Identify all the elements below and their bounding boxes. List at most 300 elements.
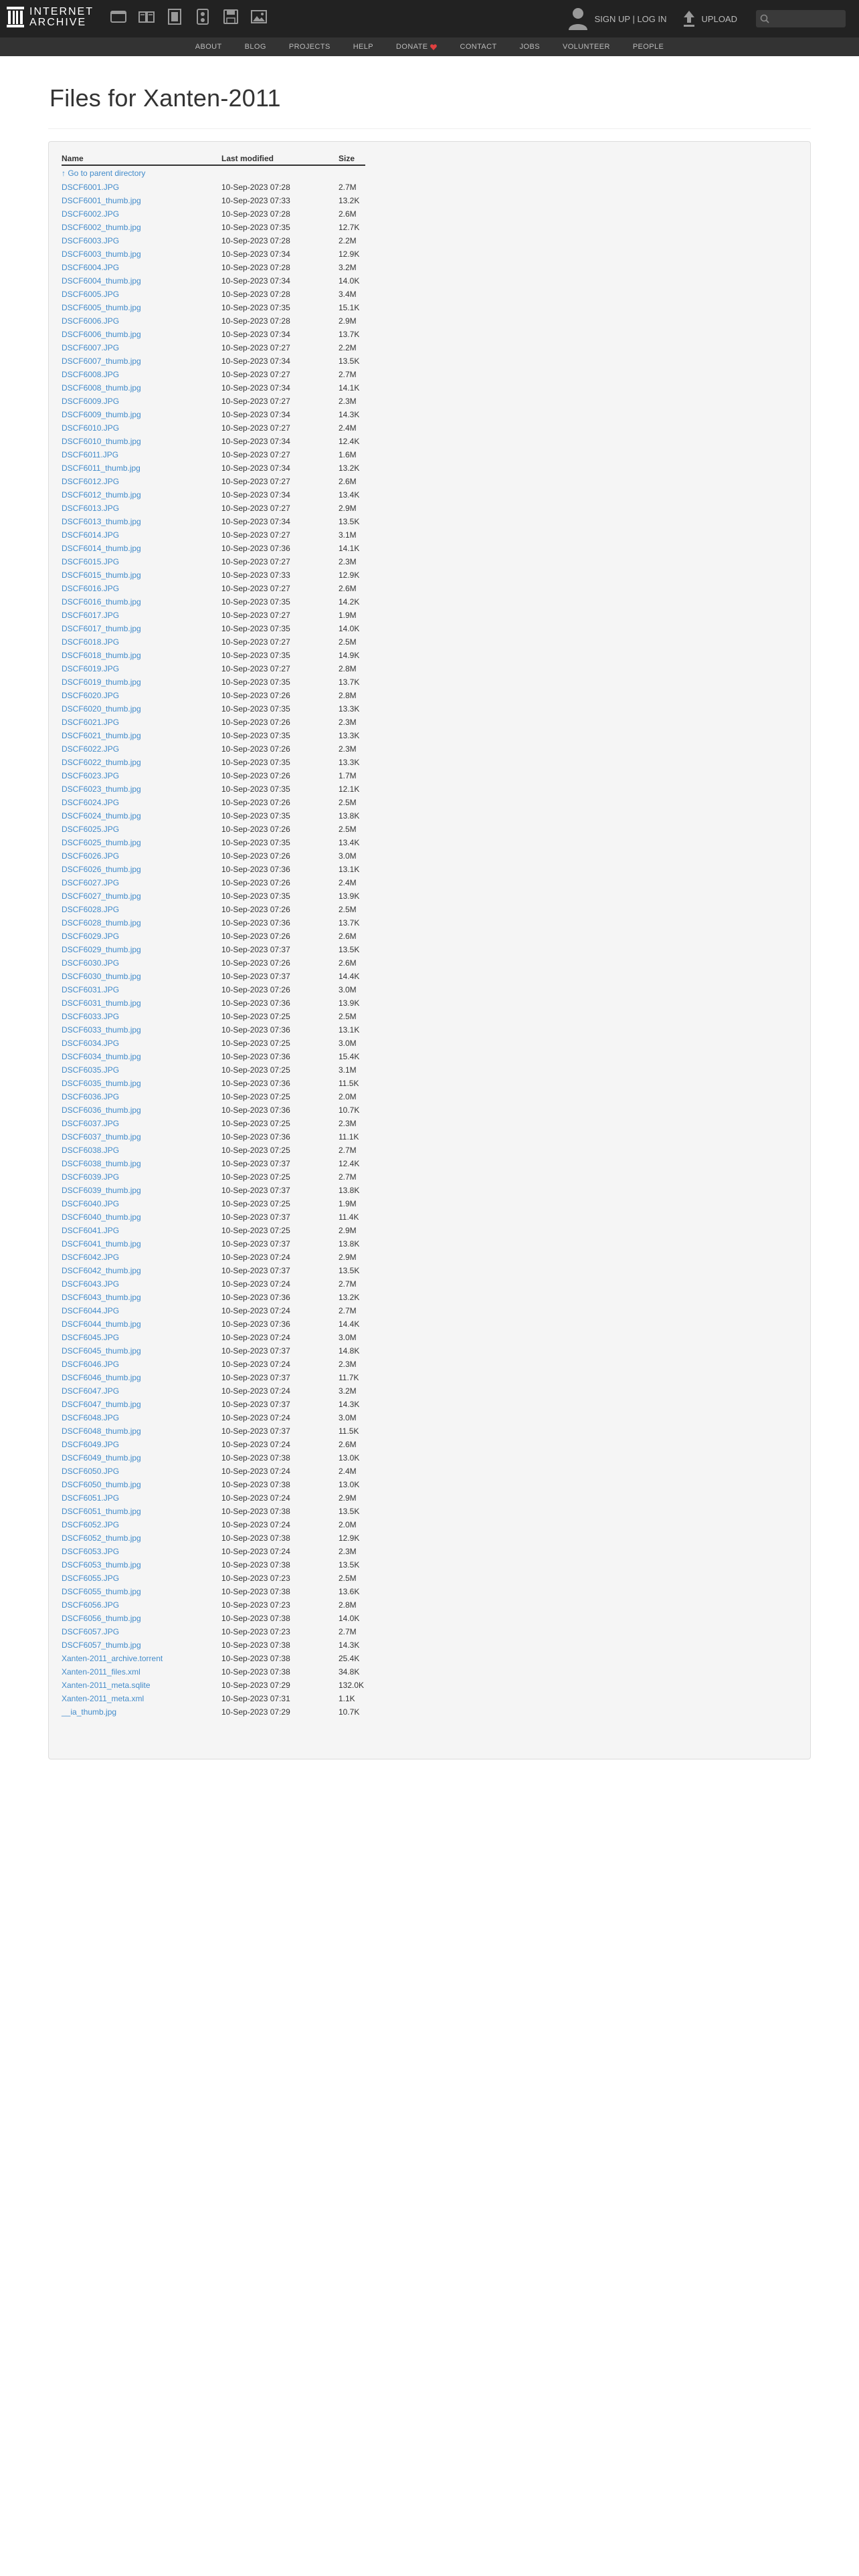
file-link[interactable]: DSCF6036.JPG <box>62 1092 120 1101</box>
file-link[interactable]: DSCF6031.JPG <box>62 985 120 994</box>
search-icon[interactable] <box>760 14 769 23</box>
file-link[interactable]: DSCF6034_thumb.jpg <box>62 1052 141 1061</box>
file-link[interactable]: DSCF6057.JPG <box>62 1627 120 1636</box>
file-size-cell: 13.5K <box>339 356 360 366</box>
file-size-cell: 13.5K <box>339 1560 360 1570</box>
file-modified-cell: 10-Sep-2023 07:27 <box>221 530 290 540</box>
file-link[interactable]: DSCF6035.JPG <box>62 1065 120 1075</box>
table-row <box>62 488 365 502</box>
file-table <box>62 152 365 1719</box>
file-link[interactable]: DSCF6019.JPG <box>62 664 120 673</box>
table-row <box>62 568 365 582</box>
file-name-cell <box>62 1398 221 1411</box>
table-row <box>62 1598 365 1612</box>
file-link[interactable]: DSCF6027_thumb.jpg <box>62 891 141 901</box>
file-size-cell: 13.8K <box>339 1186 360 1195</box>
file-modified-cell: 10-Sep-2023 07:24 <box>221 1386 290 1396</box>
file-link[interactable]: DSCF6003.JPG <box>62 236 120 245</box>
file-modified-cell: 10-Sep-2023 07:26 <box>221 691 290 700</box>
nav-blog[interactable]: BLOG <box>244 43 266 51</box>
file-size-cell: 2.2M <box>339 236 357 245</box>
file-table-body <box>62 165 365 1719</box>
up-arrow-icon: ↑ <box>62 169 66 178</box>
file-link[interactable]: DSCF6002_thumb.jpg <box>62 223 141 232</box>
file-size-cell: 2.0M <box>339 1092 357 1101</box>
file-link[interactable]: DSCF6003_thumb.jpg <box>62 249 141 259</box>
file-link[interactable]: DSCF6017_thumb.jpg <box>62 624 141 633</box>
file-name-cell <box>62 1063 221 1077</box>
video-icon[interactable] <box>166 8 183 25</box>
file-link[interactable]: DSCF6030_thumb.jpg <box>62 972 141 981</box>
file-link[interactable]: DSCF6021_thumb.jpg <box>62 731 141 740</box>
file-link[interactable]: DSCF6013.JPG <box>62 504 120 513</box>
file-size-cell: 13.7K <box>339 918 360 928</box>
file-size-cell: 13.7K <box>339 330 360 339</box>
file-link[interactable]: DSCF6027.JPG <box>62 878 120 887</box>
table-row <box>62 475 365 488</box>
nav-contact[interactable]: CONTACT <box>460 43 497 51</box>
file-link[interactable]: DSCF6040.JPG <box>62 1199 120 1208</box>
file-size-cell: 14.9K <box>339 651 360 660</box>
table-row <box>62 609 365 622</box>
file-link[interactable]: Xanten-2011_files.xml <box>62 1667 140 1677</box>
file-link[interactable]: DSCF6055_thumb.jpg <box>62 1587 141 1596</box>
table-row <box>62 1090 365 1103</box>
table-row <box>62 1585 365 1598</box>
file-link[interactable]: DSCF6014_thumb.jpg <box>62 544 141 553</box>
file-name-cell <box>62 1625 221 1638</box>
table-row <box>62 595 365 609</box>
file-link[interactable]: Xanten-2011_archive.torrent <box>62 1654 163 1663</box>
upload-button[interactable] <box>682 9 737 28</box>
file-link[interactable]: DSCF6033_thumb.jpg <box>62 1025 141 1035</box>
file-link[interactable]: DSCF6008.JPG <box>62 370 120 379</box>
file-link[interactable]: DSCF6016.JPG <box>62 584 120 593</box>
file-link[interactable]: DSCF6026_thumb.jpg <box>62 865 141 874</box>
user-icon[interactable] <box>567 6 589 31</box>
file-link[interactable]: DSCF6057_thumb.jpg <box>62 1640 141 1650</box>
table-row <box>62 582 365 595</box>
file-link[interactable]: DSCF6020.JPG <box>62 691 120 700</box>
file-link[interactable]: DSCF6046_thumb.jpg <box>62 1373 141 1382</box>
file-size-cell: 2.5M <box>339 825 357 834</box>
table-row <box>62 702 365 716</box>
file-modified-cell: 10-Sep-2023 07:35 <box>221 597 290 607</box>
file-link[interactable]: DSCF6004_thumb.jpg <box>62 276 141 286</box>
table-row <box>62 1572 365 1585</box>
file-link[interactable]: DSCF6039.JPG <box>62 1172 120 1182</box>
file-link[interactable]: DSCF6033.JPG <box>62 1012 120 1021</box>
internet-archive-logo[interactable] <box>7 7 94 28</box>
table-row <box>62 1291 365 1304</box>
file-link[interactable]: DSCF6044_thumb.jpg <box>62 1319 141 1329</box>
login-link[interactable]: LOG IN <box>637 13 667 24</box>
file-size-cell: 13.5K <box>339 945 360 954</box>
file-size-cell: 13.1K <box>339 865 360 874</box>
file-modified-cell: 10-Sep-2023 07:26 <box>221 905 290 914</box>
upload-icon <box>682 9 696 28</box>
file-modified-cell: 10-Sep-2023 07:27 <box>221 370 290 379</box>
file-size-cell: 2.5M <box>339 637 357 647</box>
file-link[interactable]: DSCF6049_thumb.jpg <box>62 1453 141 1463</box>
file-name-cell <box>62 809 221 823</box>
file-size-cell: 15.4K <box>339 1052 360 1061</box>
file-link[interactable]: DSCF6053_thumb.jpg <box>62 1560 141 1570</box>
parent-directory-row <box>62 165 365 181</box>
file-link[interactable]: DSCF6010.JPG <box>62 423 120 433</box>
file-size-cell: 2.7M <box>339 1172 357 1182</box>
file-name-cell <box>62 1050 221 1063</box>
nav-volunteer[interactable]: VOLUNTEER <box>562 43 610 51</box>
file-link[interactable]: DSCF6053.JPG <box>62 1547 120 1556</box>
file-link[interactable]: DSCF6042.JPG <box>62 1253 120 1262</box>
table-row <box>62 368 365 381</box>
file-name-cell <box>62 568 221 582</box>
file-modified-cell: 10-Sep-2023 07:28 <box>221 209 290 219</box>
file-size-cell: 13.3K <box>339 731 360 740</box>
file-name-cell <box>62 889 221 903</box>
file-name-cell <box>62 395 221 408</box>
file-size-cell: 2.6M <box>339 477 357 486</box>
software-icon[interactable] <box>222 8 240 25</box>
file-name-cell <box>62 782 221 796</box>
file-size-cell: 2.5M <box>339 1574 357 1583</box>
file-modified-cell: 10-Sep-2023 07:26 <box>221 958 290 968</box>
file-link[interactable]: DSCF6048_thumb.jpg <box>62 1426 141 1436</box>
file-modified-cell: 10-Sep-2023 07:31 <box>221 1694 290 1703</box>
file-modified-cell: 10-Sep-2023 07:26 <box>221 825 290 834</box>
file-name-cell <box>62 635 221 649</box>
file-link[interactable]: DSCF6012_thumb.jpg <box>62 490 141 500</box>
file-link[interactable]: DSCF6043_thumb.jpg <box>62 1293 141 1302</box>
file-name-cell <box>62 823 221 836</box>
file-size-cell: 13.0K <box>339 1453 360 1463</box>
file-link[interactable]: DSCF6012.JPG <box>62 477 120 486</box>
file-modified-cell: 10-Sep-2023 07:25 <box>221 1226 290 1235</box>
file-name-cell <box>62 1358 221 1371</box>
table-row <box>62 435 365 448</box>
nav-jobs[interactable]: JOBS <box>519 43 540 51</box>
file-link[interactable]: DSCF6051_thumb.jpg <box>62 1507 141 1516</box>
file-size-cell: 132.0K <box>339 1681 365 1690</box>
file-size-cell: 14.0K <box>339 624 360 633</box>
file-size-cell: 11.5K <box>339 1426 359 1436</box>
file-size-cell: 2.8M <box>339 691 357 700</box>
file-modified-cell: 10-Sep-2023 07:25 <box>221 1065 290 1075</box>
file-link[interactable]: DSCF6029_thumb.jpg <box>62 945 141 954</box>
file-name-cell <box>62 1090 221 1103</box>
file-link[interactable]: DSCF6001_thumb.jpg <box>62 196 141 205</box>
file-modified-cell: 10-Sep-2023 07:34 <box>221 463 290 473</box>
file-link[interactable]: DSCF6037.JPG <box>62 1119 120 1128</box>
file-name-cell <box>62 1572 221 1585</box>
title-divider <box>48 128 811 129</box>
file-link[interactable]: DSCF6046.JPG <box>62 1360 120 1369</box>
file-link[interactable]: DSCF6048.JPG <box>62 1413 120 1422</box>
file-link[interactable]: DSCF6035_thumb.jpg <box>62 1079 141 1088</box>
file-link[interactable]: DSCF6034.JPG <box>62 1039 120 1048</box>
file-modified-cell: 10-Sep-2023 07:25 <box>221 1039 290 1048</box>
nav-donate[interactable] <box>396 43 437 51</box>
file-link[interactable]: DSCF6055.JPG <box>62 1574 120 1583</box>
file-name-cell <box>62 1505 221 1518</box>
web-icon[interactable] <box>110 8 127 25</box>
file-link[interactable]: DSCF6022.JPG <box>62 744 120 754</box>
file-size-cell: 2.7M <box>339 370 357 379</box>
table-row <box>62 943 365 956</box>
file-link[interactable]: DSCF6025_thumb.jpg <box>62 838 141 847</box>
file-link[interactable]: DSCF6031_thumb.jpg <box>62 998 141 1008</box>
table-row <box>62 1478 365 1491</box>
file-size-cell: 2.4M <box>339 423 357 433</box>
file-size-cell: 3.2M <box>339 1386 357 1396</box>
file-link[interactable]: DSCF6022_thumb.jpg <box>62 758 141 767</box>
file-size-cell: 3.0M <box>339 1413 357 1422</box>
file-link[interactable]: DSCF6023.JPG <box>62 771 120 780</box>
file-size-cell: 3.4M <box>339 290 357 299</box>
file-link[interactable]: DSCF6007_thumb.jpg <box>62 356 141 366</box>
file-link[interactable]: DSCF6013_thumb.jpg <box>62 517 141 526</box>
file-size-cell: 2.8M <box>339 1600 357 1610</box>
file-name-cell <box>62 181 221 194</box>
file-link[interactable]: DSCF6039_thumb.jpg <box>62 1186 141 1195</box>
file-name-cell <box>62 1130 221 1144</box>
file-name-cell <box>62 221 221 234</box>
file-name-cell <box>62 1652 221 1665</box>
signup-link[interactable]: SIGN UP <box>594 13 630 24</box>
file-name-cell <box>62 1023 221 1037</box>
table-row <box>62 1331 365 1344</box>
file-link[interactable]: DSCF6029.JPG <box>62 932 120 941</box>
file-link[interactable]: DSCF6024.JPG <box>62 798 120 807</box>
file-link[interactable]: DSCF6006_thumb.jpg <box>62 330 141 339</box>
table-row <box>62 1451 365 1465</box>
file-link[interactable]: DSCF6019_thumb.jpg <box>62 677 141 687</box>
file-link[interactable]: DSCF6047.JPG <box>62 1386 120 1396</box>
file-link[interactable]: DSCF6009.JPG <box>62 397 120 406</box>
file-modified-cell: 10-Sep-2023 07:27 <box>221 504 290 513</box>
nav-help[interactable]: HELP <box>353 43 374 51</box>
file-name-cell <box>62 194 221 207</box>
file-name-cell <box>62 1411 221 1424</box>
file-link[interactable]: Xanten-2011_meta.xml <box>62 1694 145 1703</box>
file-name-cell <box>62 1638 221 1652</box>
nav-projects[interactable]: PROJECTS <box>288 43 330 51</box>
file-link[interactable]: DSCF6010_thumb.jpg <box>62 437 141 446</box>
table-row <box>62 381 365 395</box>
table-row <box>62 207 365 221</box>
file-size-cell: 2.7M <box>339 1146 357 1155</box>
file-modified-cell: 10-Sep-2023 07:27 <box>221 423 290 433</box>
table-row <box>62 1023 365 1037</box>
file-link[interactable]: DSCF6045.JPG <box>62 1333 120 1342</box>
file-link[interactable]: DSCF6005_thumb.jpg <box>62 303 141 312</box>
file-link[interactable]: DSCF6017.JPG <box>62 611 120 620</box>
file-link[interactable]: DSCF6028.JPG <box>62 905 120 914</box>
table-row <box>62 1277 365 1291</box>
file-link[interactable]: DSCF6037_thumb.jpg <box>62 1132 141 1142</box>
file-name-cell <box>62 756 221 769</box>
file-link[interactable]: DSCF6050_thumb.jpg <box>62 1480 141 1489</box>
file-link[interactable]: DSCF6052_thumb.jpg <box>62 1533 141 1543</box>
table-row <box>62 341 365 354</box>
file-modified-cell: 10-Sep-2023 07:35 <box>221 891 290 901</box>
file-link[interactable]: Xanten-2011_meta.sqlite <box>62 1681 151 1690</box>
parent-directory-link[interactable] <box>62 169 145 178</box>
file-modified-cell: 10-Sep-2023 07:36 <box>221 1052 290 1061</box>
file-modified-cell: 10-Sep-2023 07:27 <box>221 664 290 673</box>
file-modified-cell: 10-Sep-2023 07:36 <box>221 544 290 553</box>
file-link[interactable]: __ia_thumb.jpg <box>62 1707 117 1717</box>
file-name-cell <box>62 301 221 314</box>
sub-navbar <box>0 37 859 56</box>
file-modified-cell: 10-Sep-2023 07:37 <box>221 1239 290 1249</box>
table-row <box>62 314 365 328</box>
file-link[interactable]: DSCF6045_thumb.jpg <box>62 1346 141 1356</box>
file-name-cell <box>62 328 221 341</box>
file-link[interactable]: DSCF6047_thumb.jpg <box>62 1400 141 1409</box>
file-link[interactable]: DSCF6043.JPG <box>62 1279 120 1289</box>
file-link[interactable]: DSCF6015_thumb.jpg <box>62 570 141 580</box>
table-row <box>62 996 365 1010</box>
table-row <box>62 675 365 689</box>
file-modified-cell: 10-Sep-2023 07:24 <box>221 1467 290 1476</box>
file-link[interactable]: DSCF6011_thumb.jpg <box>62 463 140 473</box>
table-row <box>62 930 365 943</box>
file-link[interactable]: DSCF6040_thumb.jpg <box>62 1212 141 1222</box>
file-link[interactable]: DSCF6020_thumb.jpg <box>62 704 141 714</box>
file-modified-cell: 10-Sep-2023 07:24 <box>221 1253 290 1262</box>
file-link[interactable]: DSCF6056_thumb.jpg <box>62 1614 141 1623</box>
table-row <box>62 809 365 823</box>
file-link[interactable]: DSCF6008_thumb.jpg <box>62 383 141 393</box>
nav-about[interactable]: ABOUT <box>195 43 222 51</box>
file-link[interactable]: DSCF6006.JPG <box>62 316 120 326</box>
file-link[interactable]: DSCF6001.JPG <box>62 183 120 192</box>
table-row <box>62 1505 365 1518</box>
file-link[interactable]: DSCF6049.JPG <box>62 1440 120 1449</box>
file-link[interactable]: DSCF6028_thumb.jpg <box>62 918 141 928</box>
file-link[interactable]: DSCF6023_thumb.jpg <box>62 784 141 794</box>
file-modified-cell: 10-Sep-2023 07:38 <box>221 1654 290 1663</box>
file-modified-cell: 10-Sep-2023 07:37 <box>221 972 290 981</box>
file-modified-cell: 10-Sep-2023 07:24 <box>221 1360 290 1369</box>
file-link[interactable]: DSCF6038.JPG <box>62 1146 120 1155</box>
file-size-cell: 10.7K <box>339 1105 360 1115</box>
table-row <box>62 1050 365 1063</box>
file-modified-cell: 10-Sep-2023 07:33 <box>221 196 290 205</box>
file-link[interactable]: DSCF6025.JPG <box>62 825 120 834</box>
file-link[interactable]: DSCF6004.JPG <box>62 263 120 272</box>
table-row <box>62 1679 365 1692</box>
file-name-cell <box>62 649 221 662</box>
file-modified-cell: 10-Sep-2023 07:24 <box>221 1333 290 1342</box>
images-icon[interactable] <box>250 8 268 25</box>
file-size-cell: 3.1M <box>339 530 357 540</box>
file-link[interactable]: DSCF6051.JPG <box>62 1493 120 1503</box>
heart-icon <box>430 44 437 50</box>
file-modified-cell: 10-Sep-2023 07:25 <box>221 1092 290 1101</box>
file-name-cell <box>62 1103 221 1117</box>
file-size-cell: 34.8K <box>339 1667 360 1677</box>
file-name-cell <box>62 368 221 381</box>
file-link[interactable]: DSCF6038_thumb.jpg <box>62 1159 141 1168</box>
table-row <box>62 1170 365 1184</box>
file-modified-cell: 10-Sep-2023 07:24 <box>221 1547 290 1556</box>
media-type-nav <box>110 8 278 25</box>
file-link[interactable]: DSCF6014.JPG <box>62 530 120 540</box>
table-row <box>62 515 365 528</box>
table-header-row <box>62 152 365 165</box>
texts-icon[interactable] <box>138 8 155 25</box>
file-name-cell <box>62 742 221 756</box>
file-link[interactable]: DSCF6016_thumb.jpg <box>62 597 141 607</box>
file-link[interactable]: DSCF6026.JPG <box>62 851 120 861</box>
file-link[interactable]: DSCF6024_thumb.jpg <box>62 811 141 821</box>
logo-line-2: ARCHIVE <box>29 17 87 28</box>
file-link[interactable]: DSCF6030.JPG <box>62 958 120 968</box>
file-size-cell: 13.6K <box>339 1587 360 1596</box>
file-link[interactable]: DSCF6044.JPG <box>62 1306 120 1315</box>
file-size-cell: 2.9M <box>339 504 357 513</box>
file-link[interactable]: DSCF6002.JPG <box>62 209 120 219</box>
file-link[interactable]: DSCF6056.JPG <box>62 1600 120 1610</box>
file-link[interactable]: DSCF6015.JPG <box>62 557 120 566</box>
nav-people[interactable]: PEOPLE <box>632 43 664 51</box>
file-name-cell <box>62 288 221 301</box>
file-link[interactable]: DSCF6041.JPG <box>62 1226 120 1235</box>
file-modified-cell: 10-Sep-2023 07:37 <box>221 1266 290 1275</box>
file-link[interactable]: DSCF6041_thumb.jpg <box>62 1239 141 1249</box>
file-modified-cell: 10-Sep-2023 07:38 <box>221 1533 290 1543</box>
file-size-cell: 2.7M <box>339 1627 357 1636</box>
file-name-cell <box>62 876 221 889</box>
file-modified-cell: 10-Sep-2023 07:35 <box>221 704 290 714</box>
search-input[interactable] <box>772 13 842 24</box>
file-link[interactable]: DSCF6018_thumb.jpg <box>62 651 141 660</box>
file-size-cell: 3.0M <box>339 1039 357 1048</box>
table-row <box>62 354 365 368</box>
file-modified-cell: 10-Sep-2023 07:26 <box>221 718 290 727</box>
file-modified-cell: 10-Sep-2023 07:27 <box>221 611 290 620</box>
table-row <box>62 408 365 421</box>
audio-icon[interactable] <box>194 8 211 25</box>
table-row <box>62 635 365 649</box>
file-link[interactable]: DSCF6021.JPG <box>62 718 120 727</box>
table-row <box>62 502 365 515</box>
table-row <box>62 221 365 234</box>
file-link[interactable]: DSCF6052.JPG <box>62 1520 120 1529</box>
file-size-cell: 14.4K <box>339 1319 360 1329</box>
file-size-cell: 2.3M <box>339 397 357 406</box>
file-size-cell: 13.9K <box>339 891 360 901</box>
file-size-cell: 2.3M <box>339 744 357 754</box>
file-link[interactable]: DSCF6042_thumb.jpg <box>62 1266 141 1275</box>
file-link[interactable]: DSCF6005.JPG <box>62 290 120 299</box>
file-link[interactable]: DSCF6009_thumb.jpg <box>62 410 141 419</box>
file-link[interactable]: DSCF6050.JPG <box>62 1467 120 1476</box>
table-row <box>62 1384 365 1398</box>
file-link[interactable]: DSCF6036_thumb.jpg <box>62 1105 141 1115</box>
file-name-cell <box>62 1705 221 1719</box>
file-size-cell: 13.2K <box>339 463 360 473</box>
file-modified-cell: 10-Sep-2023 07:23 <box>221 1600 290 1610</box>
file-link[interactable]: DSCF6007.JPG <box>62 343 120 352</box>
file-name-cell <box>62 475 221 488</box>
file-link[interactable]: DSCF6011.JPG <box>62 450 119 459</box>
file-link[interactable]: DSCF6018.JPG <box>62 637 120 647</box>
file-name-cell <box>62 1438 221 1451</box>
